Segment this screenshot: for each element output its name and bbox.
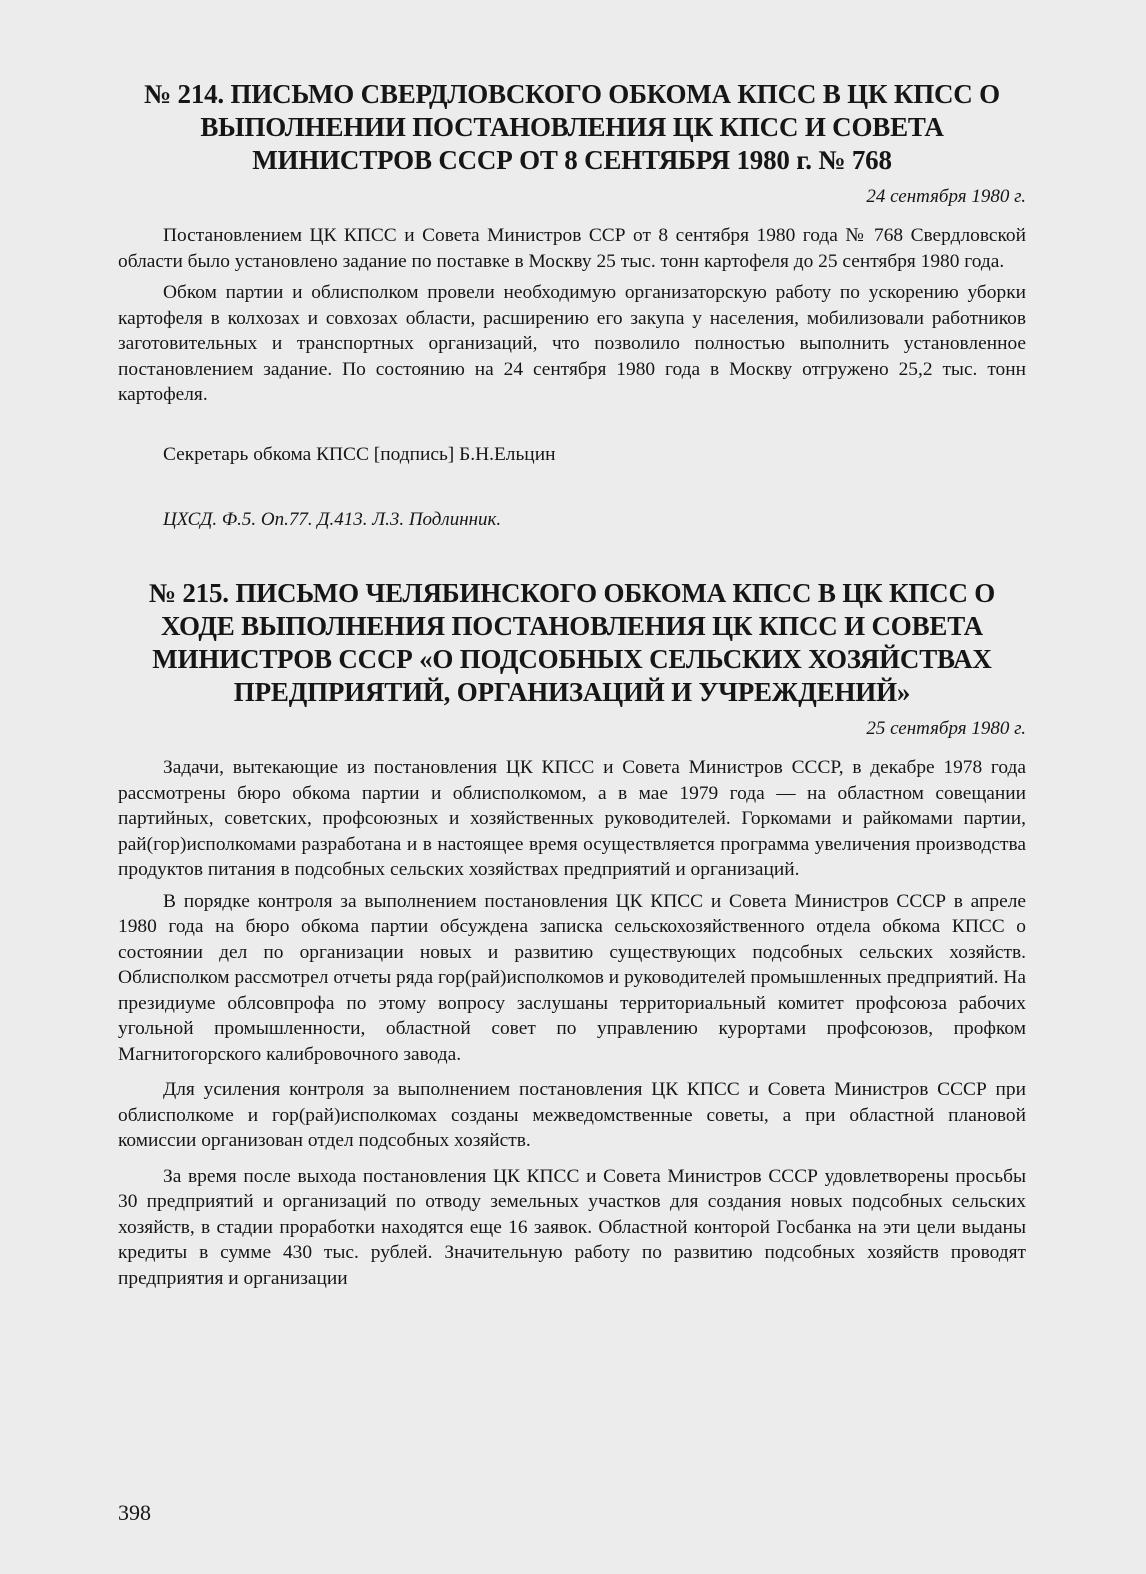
archive-reference: ЦХСД. Ф.5. Оп.77. Д.413. Л.3. Подлинник. <box>163 509 502 530</box>
text-column <box>118 78 1026 1297</box>
document-date-214: 24 сентября 1980 г. <box>866 186 1026 207</box>
document-date-215: 25 сентября 1980 г. <box>866 718 1026 739</box>
paragraph: Постановлением ЦК КПСС и Совета Министров ССР от 8 сентября 1980 года № 768 Свердловской области было установлено задание по поставке в Москву 25 тыс. тонн картофеля до 25 сентября 1980 года. <box>118 225 1026 272</box>
document-title-214: № 214. ПИСЬМО СВЕРДЛОВСКОГО ОБКОМА КПСС В ЦК КПСС О ВЫПОЛНЕНИИ ПОСТАНОВЛЕНИЯ ЦК КПСС И СОВЕТА МИНИСТРОВ СССР ОТ 8 СЕНТЯБРЯ 1980 г. № 768 <box>144 79 1000 175</box>
page-number: 398 <box>118 1500 151 1525</box>
signature: Секретарь обкома КПСС [подпись] Б.Н.Ельцин <box>163 443 556 465</box>
paragraph: За время после выхода постановления ЦК КПСС и Совета Министров СССР удовлетворены просьбы 30 предприятий и организаций по отводу земельных участков для создания новых подсобных сельских хозяйств, в стадии проработки находятся еще 16 заявок. Областной конторой Госбанка на эти цели выданы кредиты в сумме 430 тыс. рублей. Значительную работу по развитию подсобных хозяйств проводят предприятия и организации <box>118 1165 1026 1289</box>
paragraph: Обком партии и облисполком провели необходимую организаторскую работу по ускорению уборки картофеля в колхозах и совхозах области, расширению его закупа у населения, мобилизовали работников заготовительных и транспортных организаций, что позволило полностью выполнить установленное постановлением задание. По состоянию на 24 сентября 1980 года в Москву отгружено 25,2 тыс. тонн картофеля. <box>118 282 1026 405</box>
paragraph: В порядке контроля за выполнением постановления ЦК КПСС и Совета Министров СССР в апреле 1980 года на бюро обкома партии обсуждена записка сельскохозяйственного отдела обкома КПСС о состоянии дел по организации новых и развитию существующих подсобных сельских хозяйств. Облисполком рассмотрел отчеты ряда гор(рай)исполкомов и руководителей промышленных предприятий. На президиуме облсовпрофа по этому вопросу заслушаны территориальный комитет профсоюза рабочих угольной промышленности, областной совет по управлению курортами профсоюзов, профком Магнитогорского калибровочного завода. <box>118 890 1026 1065</box>
document-title-215: № 215. ПИСЬМО ЧЕЛЯБИНСКОГО ОБКОМА КПСС В ЦК КПСС О ХОДЕ ВЫПОЛНЕНИЯ ПОСТАНОВЛЕНИЯ ЦК КПСС И СОВЕТА МИНИСТРОВ СССР «О ПОДСОБНЫХ СЕЛЬСКИХ ХОЗЯЙСТВАХ ПРЕДПРИЯТИЙ, ОРГАНИЗАЦИЙ И УЧРЕЖДЕНИЙ» <box>148 578 996 707</box>
paragraph: Для усиления контроля за выполнением постановления ЦК КПСС и Совета Министров СССР при облисполкоме и гор(рай)исполкомах созданы межведомственные советы, а при областной плановой комиссии организован отдел подсобных хозяйств. <box>118 1079 1026 1151</box>
paragraph: Задачи, вытекающие из постановления ЦК КПСС и Совета Министров СССР, в декабре 1978 года рассмотрены бюро обкома партии и облисполкомом, а в мае 1979 года — на областном совещании партийных, советских, профсоюзных и хозяйственных руководителей. Горкомами и райкомами партии, рай(гор)исполкомами разработана и в настоящее время осуществляется программа увеличения производства продуктов питания в подсобных сельских хозяйствах предприятий и организаций. <box>118 757 1026 880</box>
